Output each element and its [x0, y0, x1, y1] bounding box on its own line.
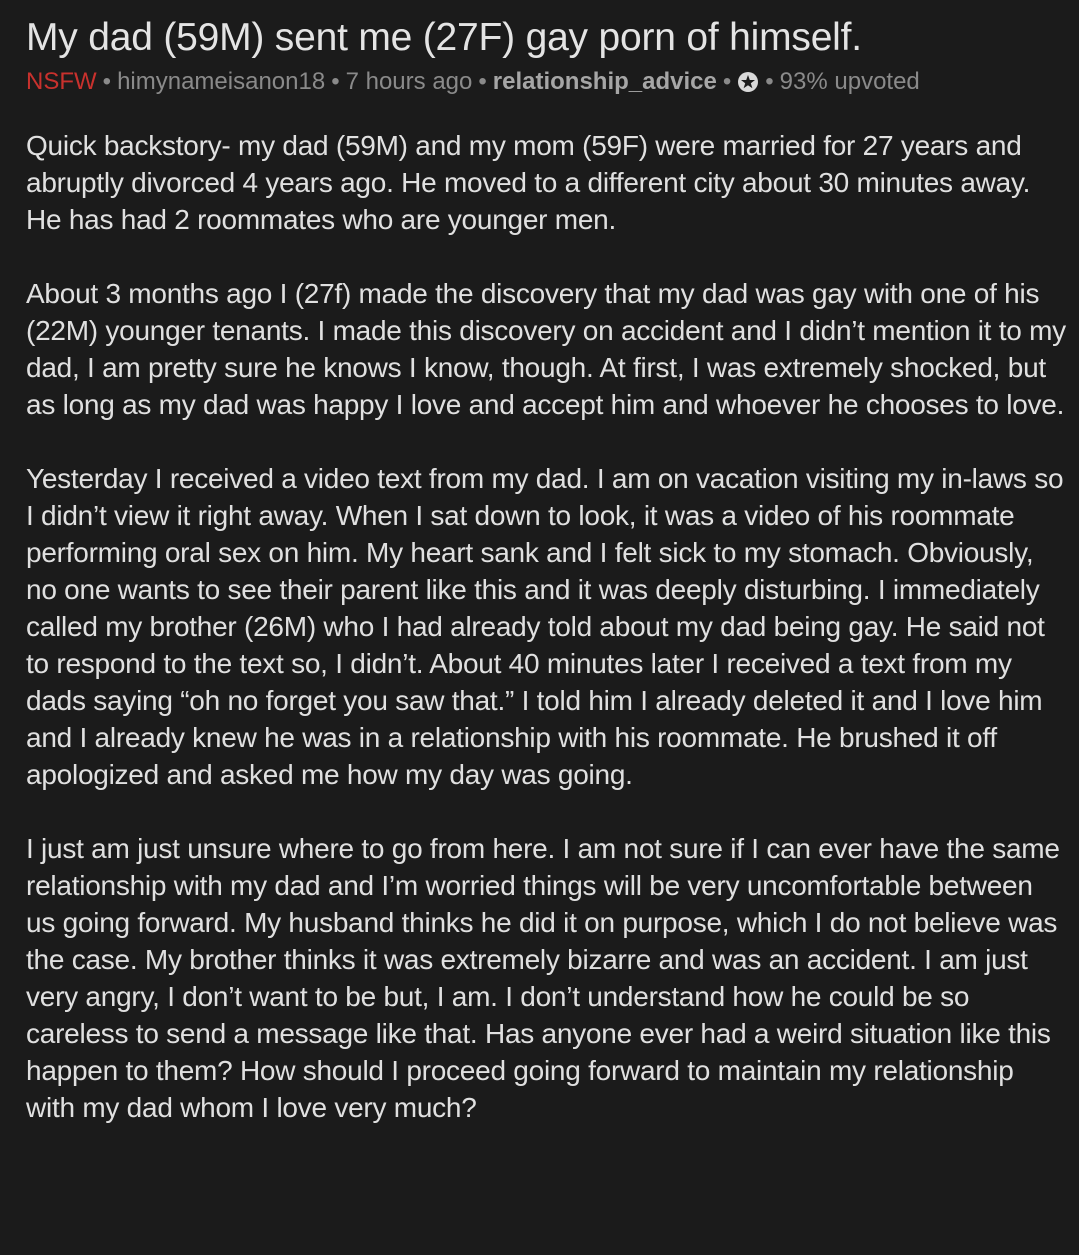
- upvote-ratio: 93% upvoted: [779, 68, 920, 95]
- award-icon[interactable]: [737, 71, 759, 93]
- post: [26, 14, 1066, 1163]
- post-paragraph: Quick backstory- my dad (59M) and my mom (59F) were married for 27 years and abruptly divorced 4 years ago. He moved to a different city about 30 minutes away. He has had 2 roommates who are younger men.: [26, 130, 1031, 235]
- post-time: 7 hours ago: [345, 68, 473, 95]
- meta-separator: •: [765, 68, 774, 95]
- post-paragraph: Yesterday I received a video text from my dad. I am on vacation visiting my in-laws so I didn’t view it right away. When I sat down to look, it was a video of his roommate performing oral sex on him. My heart sank and I felt sick to my stomach. Obviously, no one wants to see their parent like this and it was deeply disturbing. I immediately called my brother (26M) who I had already told about my dad being gay. He said not to respond to the text so, I didn’t. About 40 minutes later I received a text from my dads saying “oh no forget you saw that.” I told him I already deleted it and I love him and I already knew he was in a relationship with his roommate. He brushed it off apologized and asked me how my day was going.: [26, 463, 1064, 790]
- post-paragraph: About 3 months ago I (27f) made the discovery that my dad was gay with one of his (22M) younger tenants. I made this discovery on accident and I didn’t mention it to my dad, I am pretty sure he knows I know, though. At first, I was extremely shocked, but as long as my dad was happy I love and accept him and whoever he chooses to love.: [26, 278, 1066, 420]
- meta-separator: •: [722, 68, 732, 95]
- author-link[interactable]: himynameisanon18: [117, 68, 326, 95]
- meta-separator: •: [478, 68, 487, 95]
- post-paragraph: I just am just unsure where to go from here. I am not sure if I can ever have the same relationship with my dad and I’m worried things will be very uncomfortable between us going forward. My husband thinks he did it on purpose, which I do not believe was the case. My brother thinks it was extremely bizarre and was an accident. I am just very angry, I don’t want to be but, I am. I don’t understand how he could be so careless to send a message like that. Has anyone ever had a weird situation like this happen to them? How should I proceed going forward to maintain my relationship with my dad whom I love very much?: [26, 833, 1060, 1123]
- nsfw-tag: NSFW: [26, 68, 97, 95]
- meta-separator: •: [102, 68, 112, 95]
- subreddit-link[interactable]: relationship_advice: [492, 68, 717, 95]
- post-meta: [26, 67, 1066, 97]
- post-body: [26, 127, 1066, 1126]
- meta-separator: •: [331, 68, 340, 95]
- post-title: My dad (59M) sent me (27F) gay porn of himself.: [26, 16, 862, 59]
